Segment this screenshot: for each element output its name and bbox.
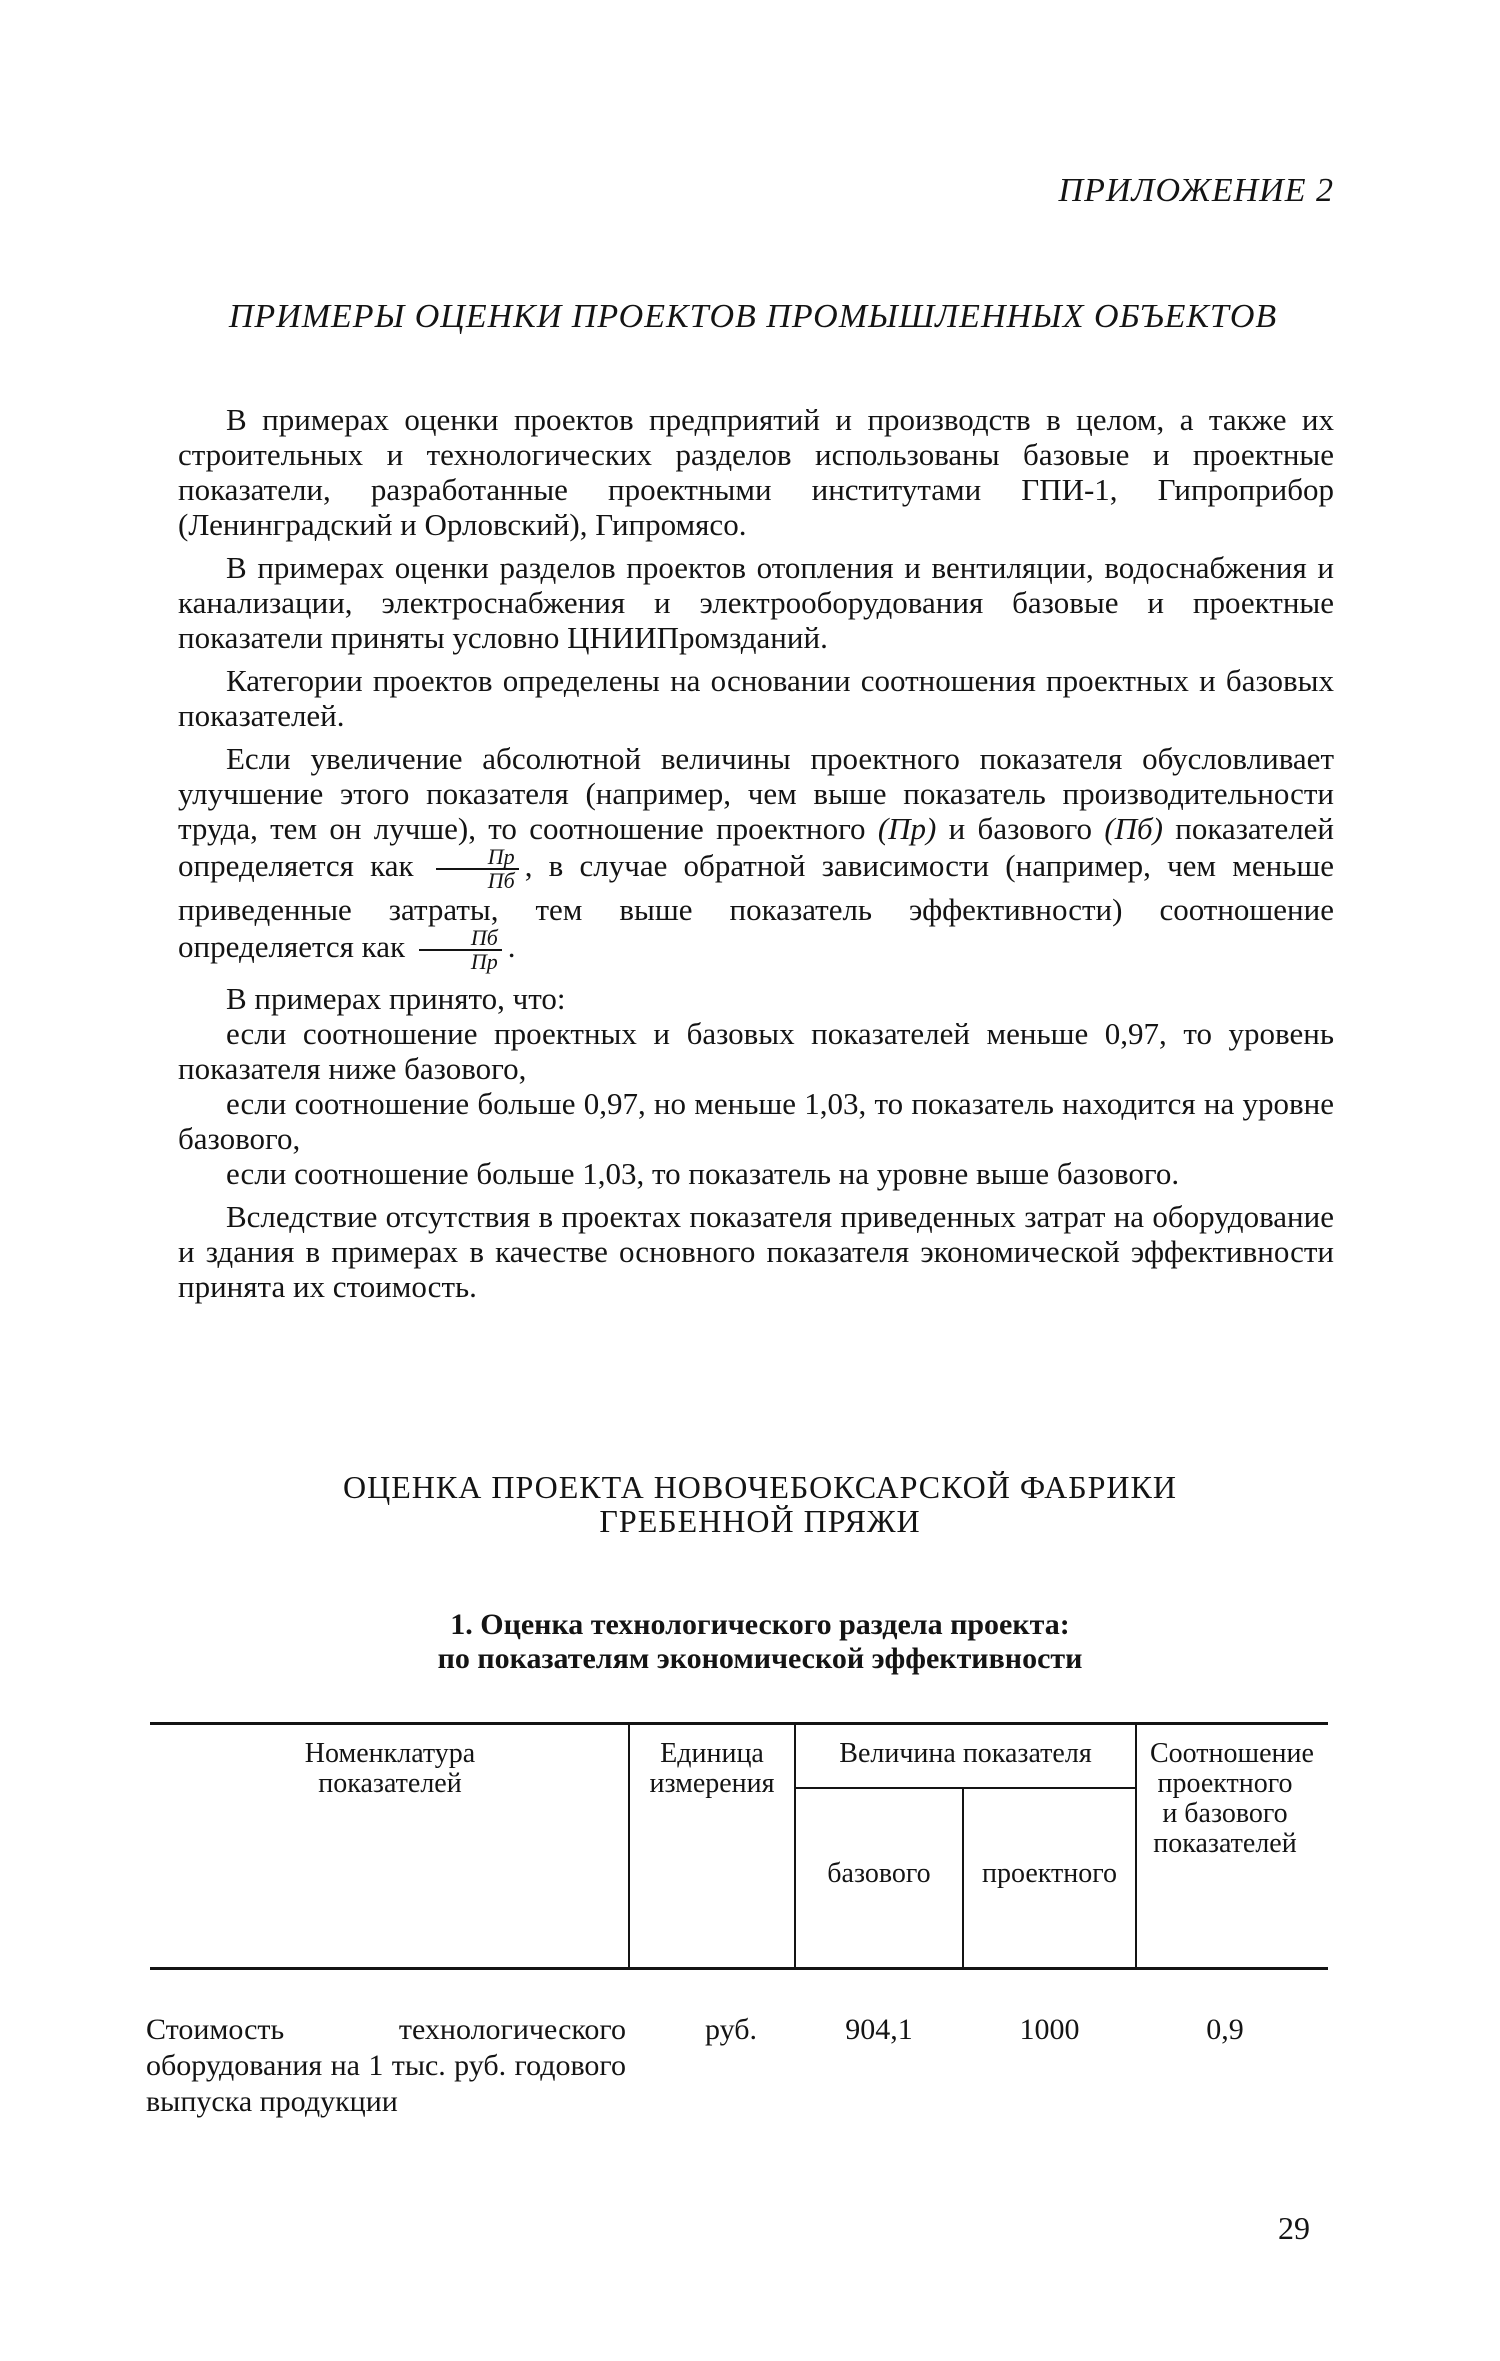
section-title-line2: ГРЕБЕННОЙ ПРЯЖИ: [599, 1503, 921, 1539]
fraction-numerator: Пб: [419, 927, 502, 951]
ratio-text-d: , в случае обратной зависимости (например, чем меньше приведенные затраты, тем выше показатель эффективности) соотношение определяется как: [178, 848, 1334, 965]
base-indicator-symbol: (Пб): [1104, 811, 1163, 846]
section-title: [300, 1470, 1220, 1538]
fraction-numerator: Пр: [436, 846, 519, 870]
ratio-text-e: .: [507, 929, 516, 965]
row-project-value: 1000: [1019, 2013, 1080, 2046]
header-unit: Единица измерения: [649, 1738, 775, 1799]
ratio-text-c: показателей определяется как: [178, 811, 1335, 884]
ratio-text-a: Если увеличение абсолютной величины проектного показателя обусловливает улучшение этого показателя (например, чем выше показатель производительности труда, тем он лучше), то соотношение проектного: [178, 741, 1334, 846]
paragraph-categories: Категории проектов определены на основании соотношения проектных и базовых показателей.: [178, 663, 1334, 733]
paragraph-above-base: если соотношение больше 1,03, то показатель на уровне выше базового.: [226, 1156, 1180, 1191]
table-divider: [796, 1787, 1135, 1789]
fraction-project-over-base: [436, 846, 519, 892]
row-unit: руб.: [705, 2013, 757, 2046]
appendix-label: ПРИЛОЖЕНИЕ 2: [1058, 172, 1334, 209]
indicators-table-header: [150, 1722, 1328, 1970]
paragraph-cost-indicator: Вследствие отсутствия в проектах показателя приведенных затрат на оборудование и здания в примерах в качестве основного показателя экономической эффективности принята их стоимость.: [178, 1199, 1334, 1304]
paragraph-below-base: если соотношение проектных и базовых показателей меньше 0,97, то уровень показателя ниже базового,: [178, 1016, 1334, 1086]
project-indicator-symbol: (Пр): [877, 811, 937, 846]
header-ratio: Соотношение проектного и базового показателей: [1150, 1738, 1314, 1859]
header-project: проектного: [982, 1858, 1117, 1889]
fraction-base-over-project: [419, 927, 502, 973]
body-text: [178, 402, 1334, 1312]
page-number: 29: [1278, 2210, 1310, 2246]
section-title-line1: ОЦЕНКА ПРОЕКТА НОВОЧЕБОКСАРСКОЙ ФАБРИКИ: [343, 1469, 1177, 1505]
row-ratio-value: 0,9: [1206, 2013, 1244, 2046]
header-base: базового: [827, 1858, 931, 1889]
paragraph-conditional-indicators: В примерах оценки разделов проектов отопления и вентиляции, водоснабжения и канализации, электроснабжения и электрооборудования базовые и проектные показатели приняты условно ЦНИИПромзданий.: [178, 550, 1334, 655]
table-divider: [1135, 1725, 1137, 1967]
row-base-value: 904,1: [845, 2013, 913, 2046]
header-nomenclature: Номенклатура показателей: [304, 1738, 476, 1799]
row-indicator-name: Стоимость технологического оборудования на 1 тыс. руб. годового выпуска продукции: [146, 2013, 626, 2118]
fraction-denominator: Пр: [470, 949, 498, 974]
header-value: Величина показателя: [839, 1738, 1092, 1769]
ratio-text-b: и базового: [948, 811, 1093, 846]
paragraph-ratio-definition: [178, 741, 1334, 973]
fraction-denominator: Пб: [487, 868, 515, 893]
subsection-title-line2: по показателям экономической эффективности: [437, 1642, 1083, 1675]
page-title: ПРИМЕРЫ ОЦЕНКИ ПРОЕКТОВ ПРОМЫШЛЕННЫХ ОБЪЕКТОВ: [228, 298, 1278, 335]
paragraph-assumptions: В примерах принято, что:: [226, 981, 566, 1016]
subsection-title-line1: 1. Оценка технологического раздела проекта:: [450, 1608, 1070, 1641]
paragraph-sources: В примерах оценки проектов предприятий и производств в целом, а также их строительных и технологических разделов использованы базовые и проектные показатели, разработанные проектными институтами ГПИ-1, Гипроприбор (Ленинградский и Орловский), Гипромясо.: [178, 402, 1334, 542]
paragraph-at-base: если соотношение больше 0,97, но меньше 1,03, то показатель находится на уровне базового,: [178, 1086, 1334, 1156]
subsection-title: [330, 1608, 1190, 1676]
